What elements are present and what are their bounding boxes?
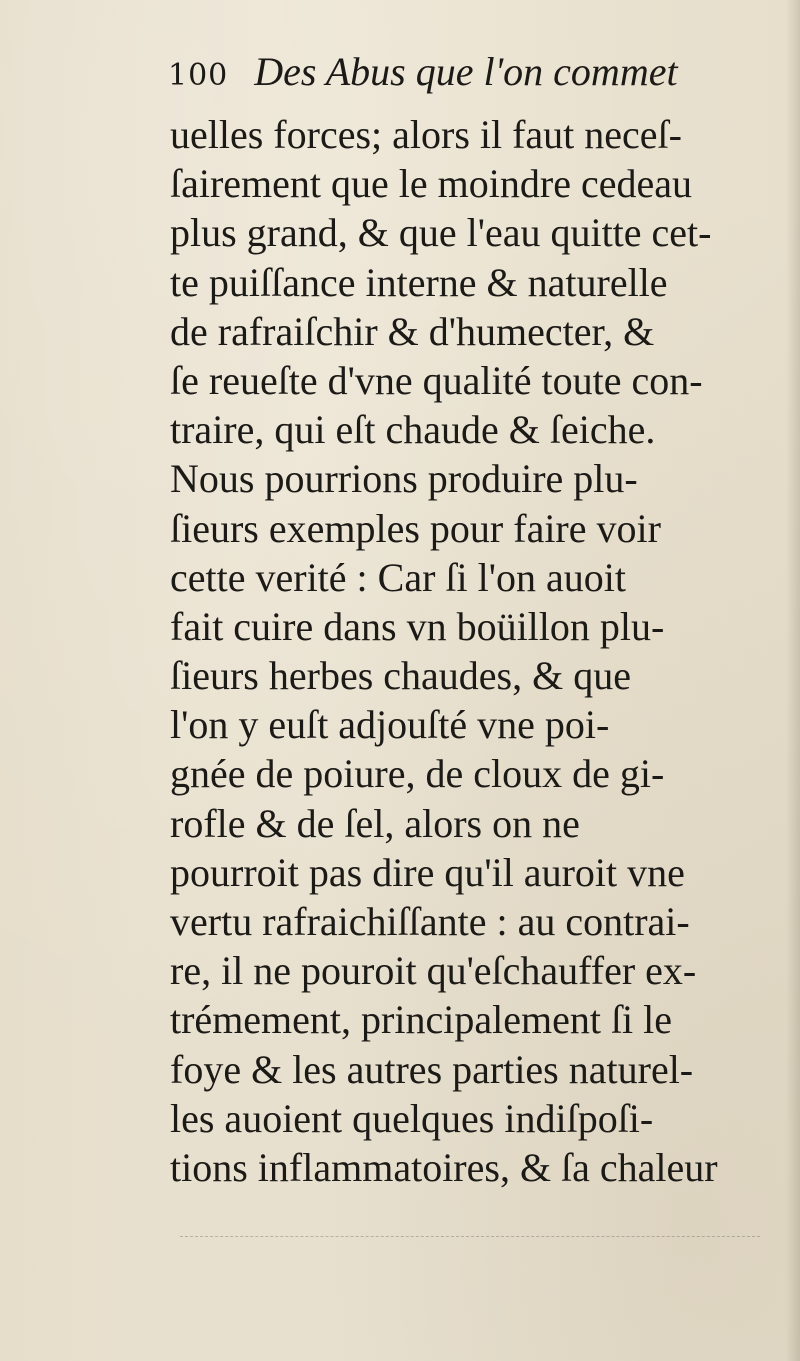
bottom-bleed-through — [180, 1236, 760, 1237]
text-line: ſieurs exemples pour faire voir — [170, 505, 661, 551]
text-line: ſe reueſte d'vne qualité toute con- — [170, 357, 703, 403]
text-line: rofle & de ſel, alors on ne — [170, 800, 580, 846]
text-line: re, il ne pouroit qu'eſchauffer ex- — [170, 948, 697, 994]
text-line: cette verité : Car ſi l'on auoit — [170, 554, 626, 600]
text-line: pourroit pas dire qu'il auroit vne — [170, 849, 685, 895]
body-text — [170, 110, 770, 1192]
text-line: tions inflammatoires, & ſa chaleur — [170, 1144, 718, 1190]
text-line: ſieurs herbes chaudes, & que — [170, 653, 631, 699]
page-edge-shadow — [786, 0, 800, 1361]
page-header — [168, 48, 768, 104]
text-line: vertu rafraichiſſante : au contrai- — [170, 899, 690, 944]
text-line: l'on y euſt adjouſté vne poi- — [170, 702, 610, 748]
text-line: foye & les autres parties naturel- — [170, 1046, 694, 1092]
text-line: traire, qui eſt chaude & ſeiche. — [170, 407, 656, 453]
text-line: te puiſſance interne & naturelle — [170, 259, 668, 305]
text-line: Nous pourrions produire plu- — [170, 456, 638, 502]
text-line: les auoient quelques indiſpoſi- — [170, 1095, 654, 1141]
text-line: trémement, principalement ſi le — [170, 997, 673, 1043]
text-line: ſairement que le moindre cedeau — [170, 161, 692, 207]
page-number: 100 — [168, 58, 229, 93]
text-line: plus grand, & que l'eau quitte cet- — [170, 210, 712, 256]
text-line: gnée de poiure, de cloux de gi- — [170, 751, 665, 797]
text-line: de rafraiſchir & d'humecter, & — [170, 308, 655, 354]
text-line: uelles forces; alors il faut neceſ- — [170, 112, 682, 157]
text-line: fait cuire dans vn boüillon plu- — [170, 603, 665, 649]
running-head: Des Abus que l'on commet — [254, 49, 678, 94]
